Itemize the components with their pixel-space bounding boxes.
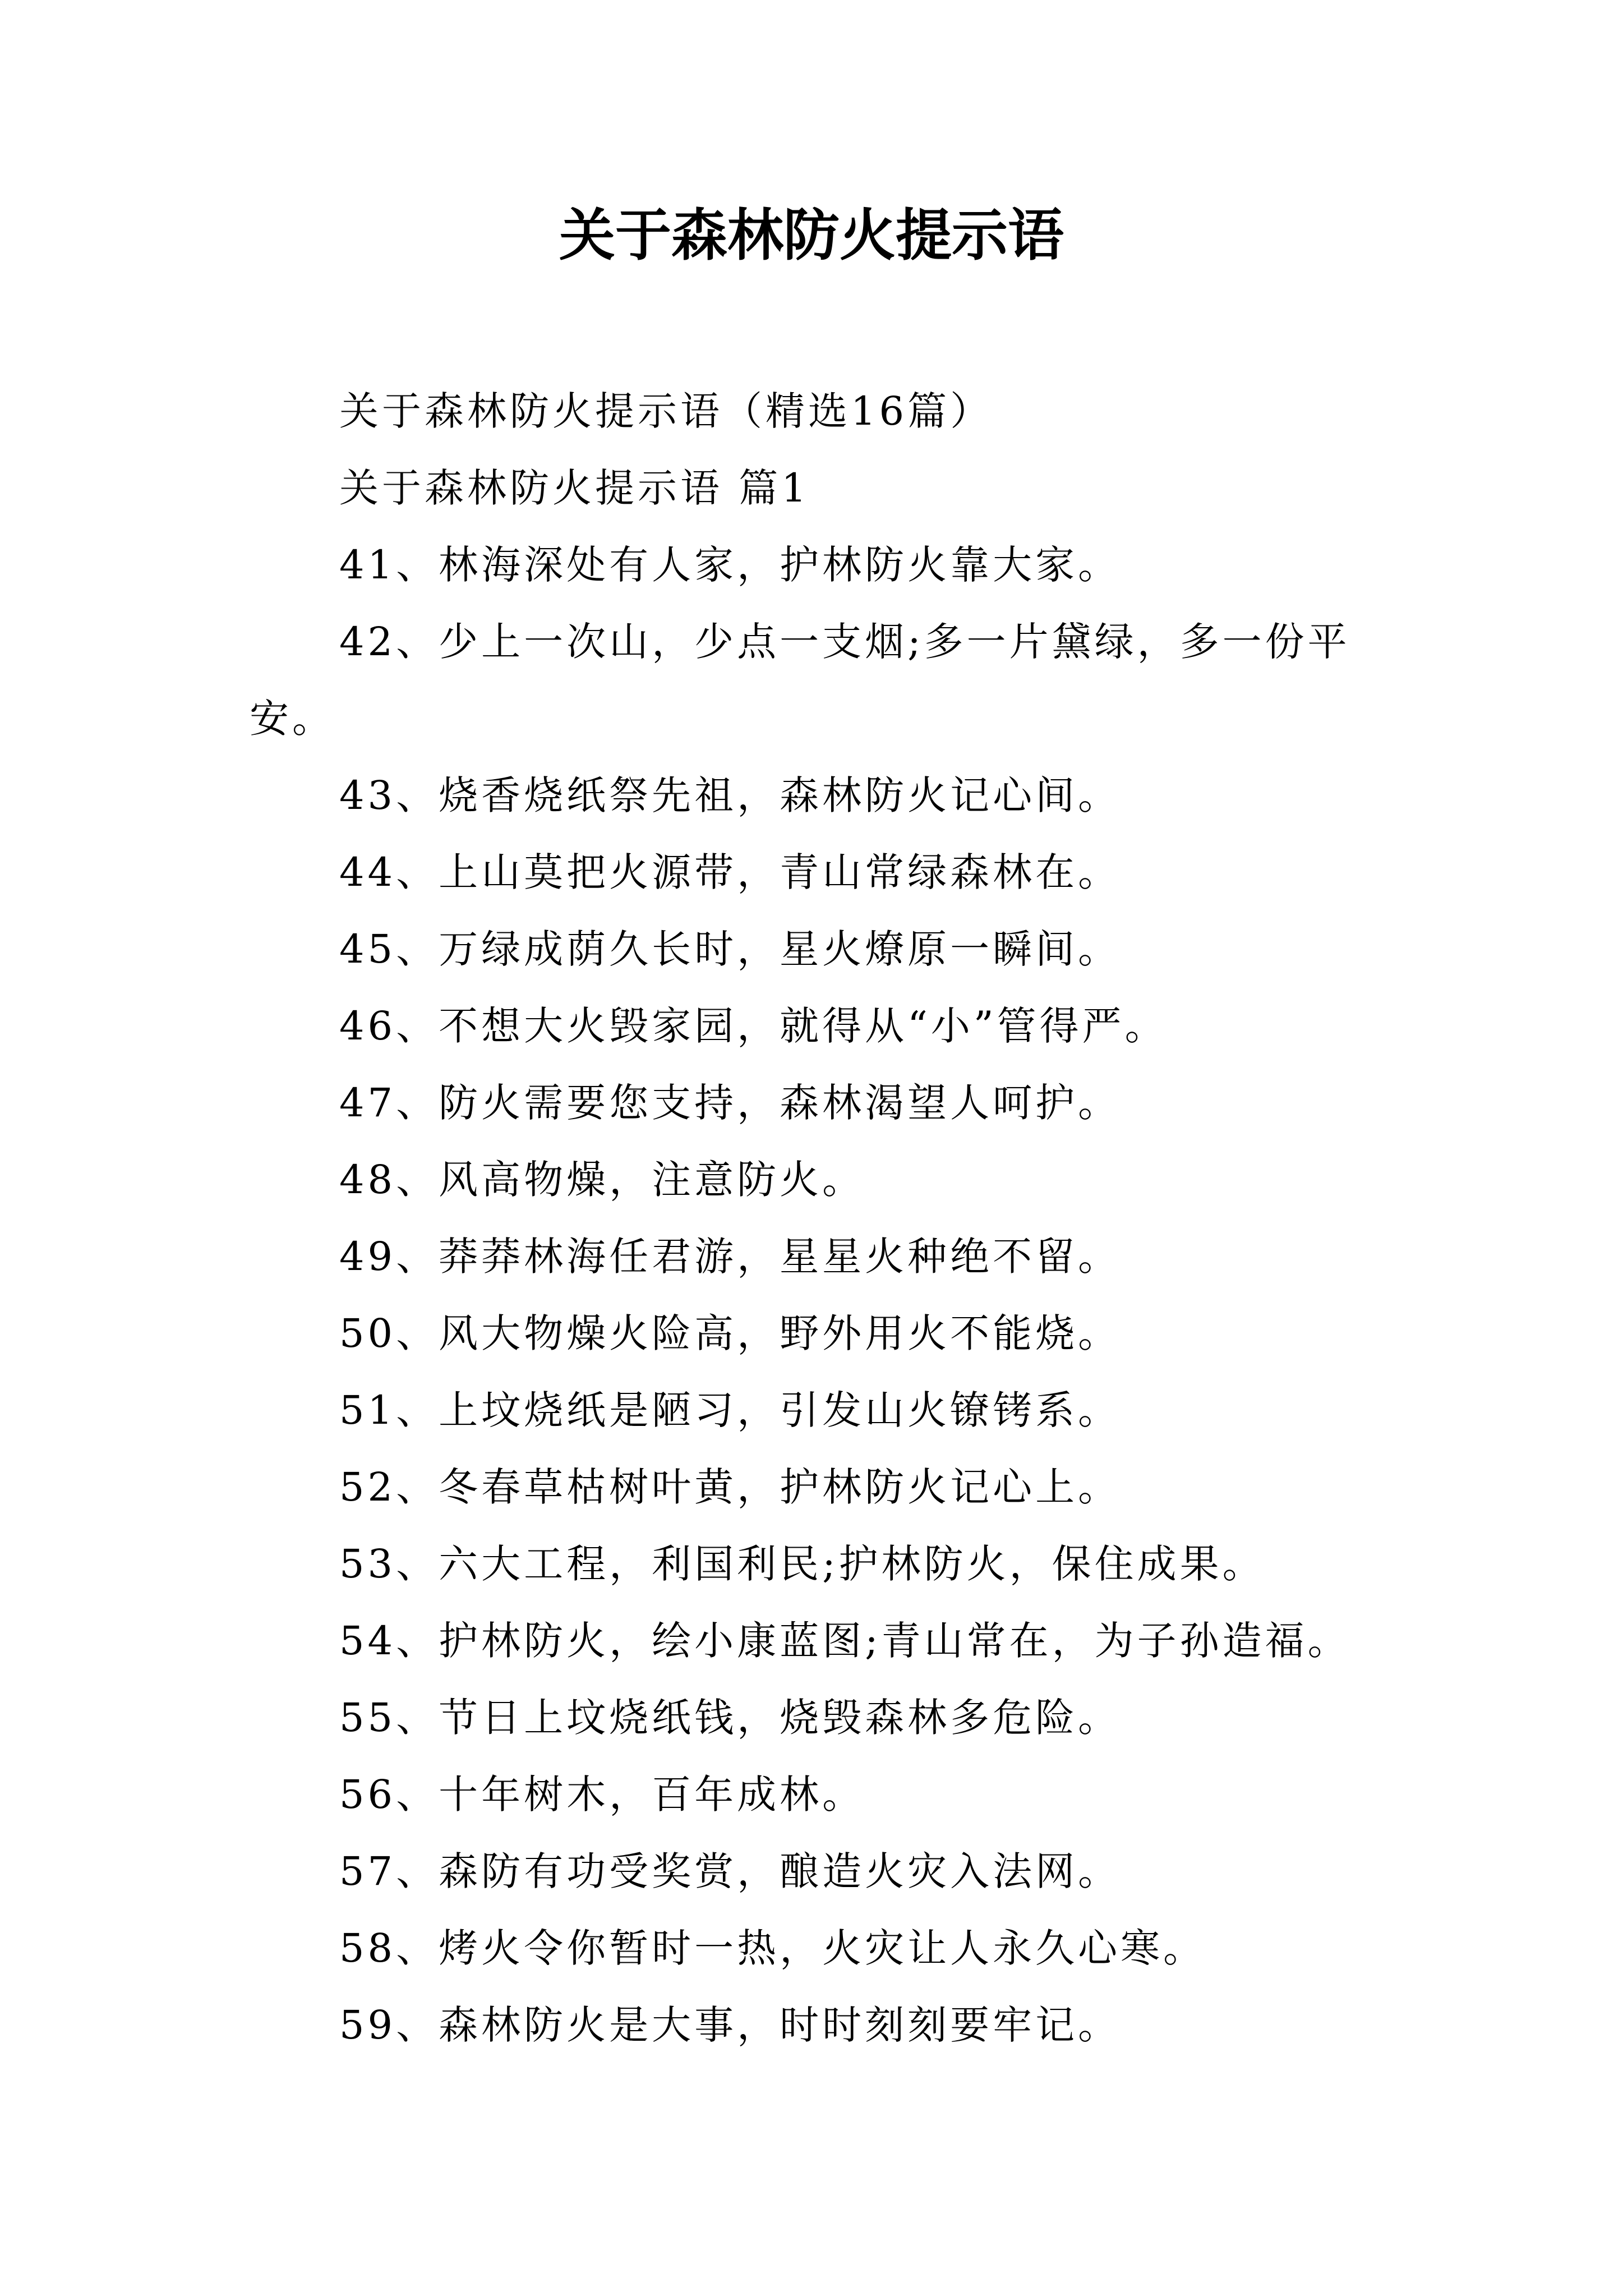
list-item: 57、森防有功受奖赏，酿造火灾入法网。	[339, 1848, 1121, 1894]
section-heading: 关于森林防火提示语 篇1	[339, 465, 810, 511]
document-subtitle: 关于森林防火提示语（精选16篇）	[339, 388, 993, 434]
document-title: 关于森林防火提示语	[559, 203, 1064, 268]
list-item: 59、森林防火是大事，时时刻刻要牢记。	[339, 2002, 1121, 2048]
document-body	[250, 373, 1391, 2064]
list-item: 58、烤火令你暂时一热，火灾让人永久心寒。	[339, 1925, 1206, 1971]
list-item: 50、风大物燥火险高，野外用火不能烧。	[339, 1310, 1121, 1356]
list-item: 48、风高物燥，注意防火。	[339, 1157, 865, 1203]
list-item: 54、护林防火，绘小康蓝图;青山常在，为子孙造福。	[339, 1618, 1350, 1664]
list-item: 49、莽莽林海任君游，星星火种绝不留。	[339, 1234, 1121, 1280]
list-item: 41、林海深处有人家，护林防火靠大家。	[339, 542, 1121, 588]
list-item: 52、冬春草枯树叶黄，护林防火记心上。	[339, 1464, 1121, 1510]
list-item: 56、十年树木，百年成林。	[339, 1772, 865, 1818]
list-item: 53、六大工程，利国利民;护林防火，保住成果。	[339, 1541, 1265, 1587]
list-item: 45、万绿成荫久长时，星火燎原一瞬间。	[339, 926, 1121, 972]
list-item: 43、烧香烧纸祭先祖，森林防火记心间。	[339, 772, 1121, 818]
list-item: 44、上山莫把火源带，青山常绿森林在。	[339, 849, 1121, 895]
list-item: 47、防火需要您支持，森林渴望人呵护。	[339, 1080, 1121, 1126]
list-item: 46、不想大火毁家园，就得从“小”管得严。	[339, 1003, 1168, 1049]
list-item: 42、少上一次山，少点一支烟;多一片黛绿，多一份平安。	[250, 619, 1350, 742]
list-item: 51、上坟烧纸是陋习，引发山火镣铐系。	[339, 1387, 1121, 1433]
list-item: 55、节日上坟烧纸钱，烧毁森林多危险。	[339, 1695, 1121, 1741]
